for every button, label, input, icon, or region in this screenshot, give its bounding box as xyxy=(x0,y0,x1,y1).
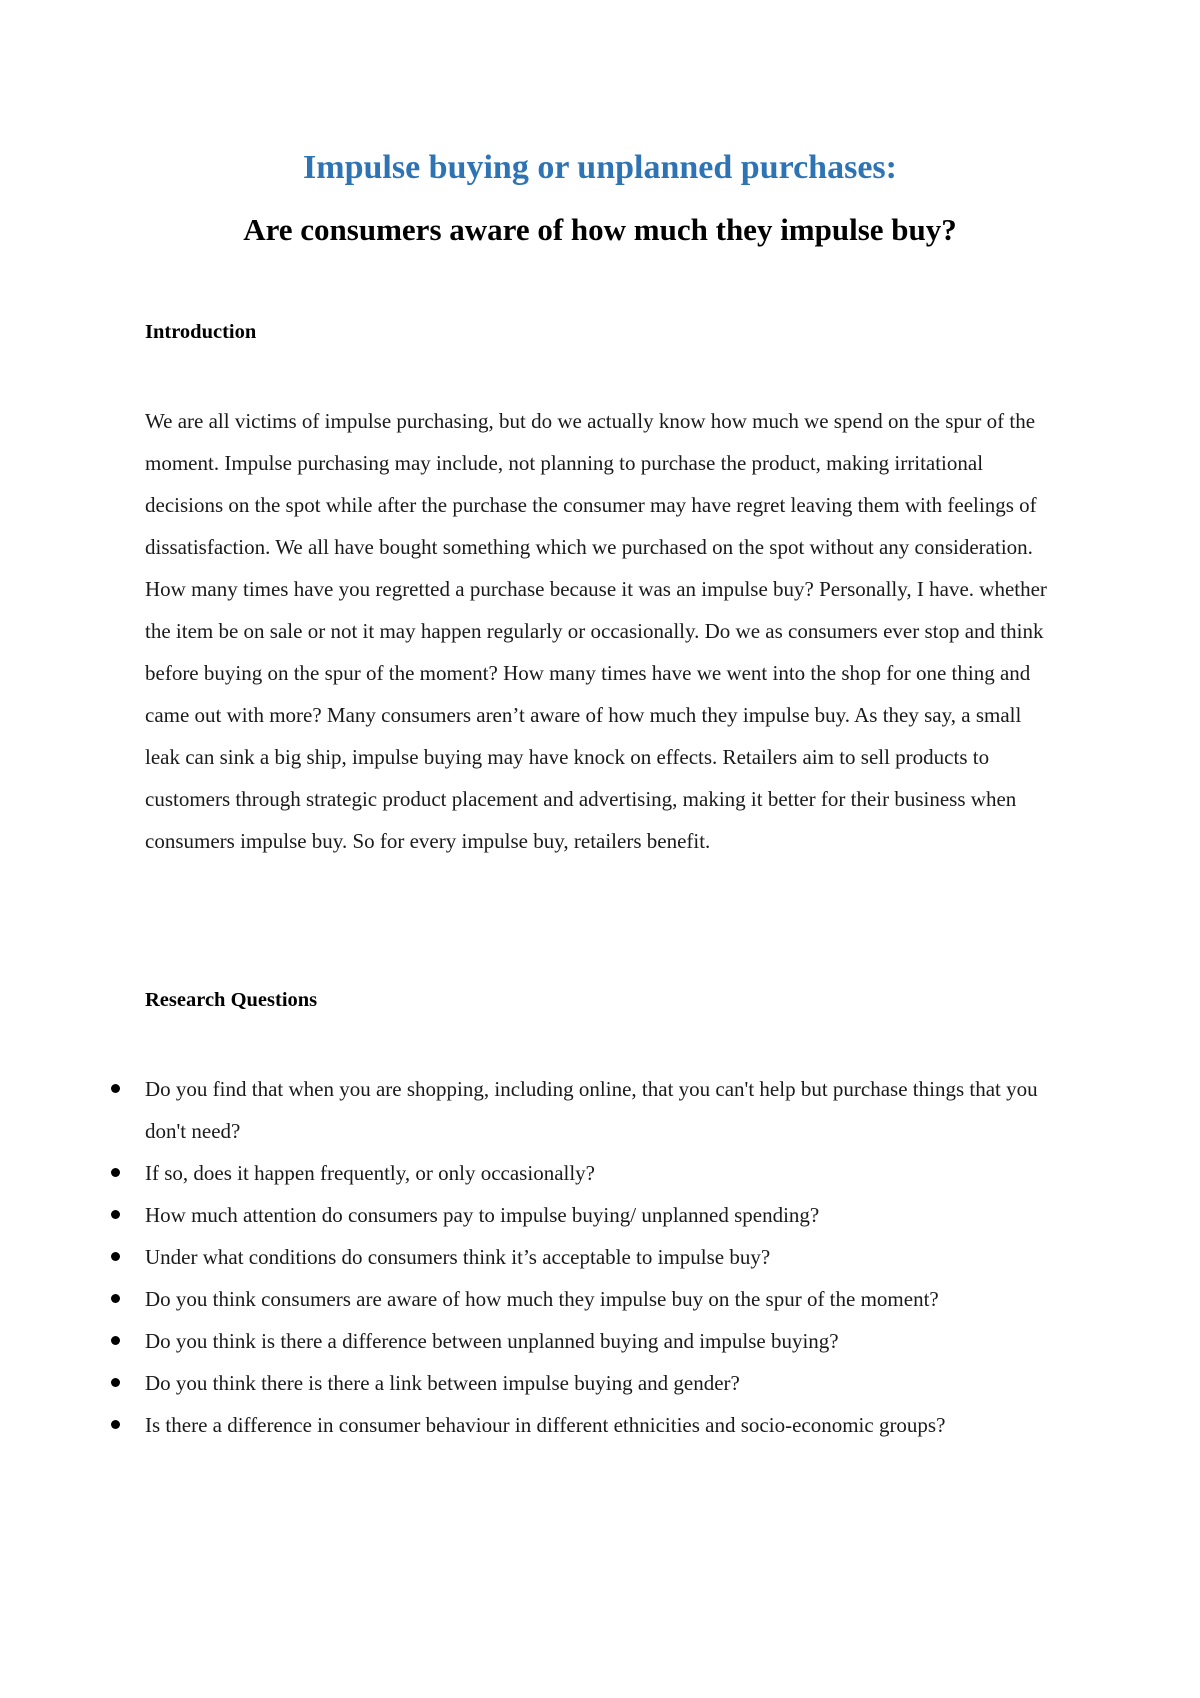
list-item xyxy=(145,1236,1060,1278)
bullet-icon xyxy=(111,1336,120,1345)
introduction-heading: Introduction xyxy=(145,321,257,343)
list-item xyxy=(145,1362,1060,1404)
research-questions-list xyxy=(145,1068,1060,1446)
list-item xyxy=(145,1404,1060,1446)
introduction-paragraph: We are all victims of impulse purchasing, but do we actually know how much we spend on the spur of the moment. Impulse purchasing may include, not planning to purchase the product, making irritational decisions on the spot while after the purchase the consumer may have regret leaving them with feelings of dissatisfaction. We all have bought something which we purchased on the spot without any consideration. How many times have you regretted a purchase because it was an impulse buy? Personally, I have. whether the item be on sale or not it may happen regularly or occasionally. Do we as consumers ever stop and think before buying on the spur of the moment? How many times have we went into the shop for one thing and came out with more? Many consumers aren’t aware of how much they impulse buy. As they say, a small leak can sink a big ship, impulse buying may have knock on effects. Retailers aim to sell products to customers through strategic product placement and advertising, making it better for their business when consumers impulse buy. So for every impulse buy, retailers benefit. xyxy=(145,409,1047,853)
bullet-icon xyxy=(111,1378,120,1387)
question-text: Under what conditions do consumers think it’s acceptable to impulse buy? xyxy=(145,1245,771,1269)
question-text: Do you find that when you are shopping, including online, that you can't help but purchase things that you don't need? xyxy=(145,1077,1038,1143)
research-questions-heading: Research Questions xyxy=(145,989,318,1011)
list-item xyxy=(145,1194,1060,1236)
bullet-icon xyxy=(111,1168,120,1177)
bullet-icon xyxy=(111,1210,120,1219)
bullet-icon xyxy=(111,1294,120,1303)
list-item xyxy=(145,1068,1060,1152)
list-item xyxy=(145,1278,1060,1320)
document-subtitle: Are consumers aware of how much they impulse buy? xyxy=(243,212,957,247)
bullet-icon xyxy=(111,1252,120,1261)
question-text: If so, does it happen frequently, or only occasionally? xyxy=(145,1161,596,1185)
document-title: Impulse buying or unplanned purchases: xyxy=(303,149,897,186)
question-text: Do you think is there a difference between unplanned buying and impulse buying? xyxy=(145,1329,839,1353)
list-item xyxy=(145,1320,1060,1362)
bullet-icon xyxy=(111,1084,120,1093)
question-text: Is there a difference in consumer behaviour in different ethnicities and socio-economic groups? xyxy=(145,1413,946,1437)
question-text: How much attention do consumers pay to impulse buying/ unplanned spending? xyxy=(145,1203,820,1227)
bullet-icon xyxy=(111,1420,120,1429)
question-text: Do you think there is there a link between impulse buying and gender? xyxy=(145,1371,740,1395)
list-item xyxy=(145,1152,1060,1194)
question-text: Do you think consumers are aware of how much they impulse buy on the spur of the moment? xyxy=(145,1287,939,1311)
